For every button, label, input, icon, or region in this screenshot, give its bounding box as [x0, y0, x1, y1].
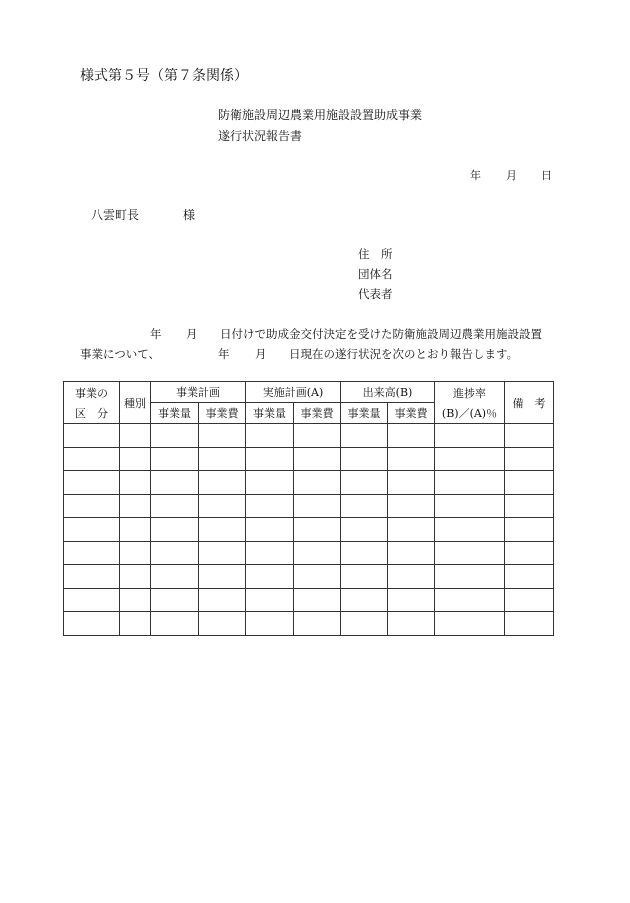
- table-row: [64, 541, 554, 565]
- form-number: 様式第５号（第７条関係）: [80, 68, 248, 84]
- document-subtitle: 遂行状況報告書: [218, 129, 303, 143]
- table-row: [64, 588, 554, 612]
- table-cell[interactable]: [388, 541, 435, 565]
- sender-representative-label: 代表者: [358, 287, 393, 301]
- table-cell[interactable]: [246, 471, 294, 495]
- table-cell[interactable]: [294, 565, 341, 589]
- body-line1-text: 日付けで助成金交付決定を受けた防衛施設周辺農業用施設設置: [220, 327, 542, 341]
- header-project-category-line1: 事業の: [75, 386, 108, 400]
- table-row: [64, 565, 554, 589]
- subheader-actual-cost: 事業費: [294, 403, 341, 424]
- header-project-category-line2: 区 分: [75, 406, 108, 420]
- table-cell[interactable]: [246, 541, 294, 565]
- table-cell[interactable]: [505, 541, 554, 565]
- table-cell[interactable]: [246, 588, 294, 612]
- subheader-plan-quantity: 事業量: [151, 403, 199, 424]
- table-cell[interactable]: [64, 518, 120, 542]
- table-cell[interactable]: [341, 424, 388, 448]
- table-cell[interactable]: [294, 494, 341, 518]
- table-cell[interactable]: [64, 447, 120, 471]
- table-cell[interactable]: [341, 565, 388, 589]
- table-cell[interactable]: [151, 471, 199, 495]
- table-cell[interactable]: [199, 565, 246, 589]
- header-remarks: 備 考: [505, 382, 554, 424]
- header-progress-rate-formula: (B)／(A)％: [441, 406, 498, 420]
- table-cell[interactable]: [151, 424, 199, 448]
- table-cell[interactable]: [341, 612, 388, 636]
- table-cell[interactable]: [151, 612, 199, 636]
- table-cell[interactable]: [151, 565, 199, 589]
- table-cell[interactable]: [505, 494, 554, 518]
- table-cell[interactable]: [388, 471, 435, 495]
- table-cell[interactable]: [505, 588, 554, 612]
- table-cell[interactable]: [151, 494, 199, 518]
- date-day-label: 日: [541, 169, 552, 182]
- table-cell[interactable]: [246, 494, 294, 518]
- table-cell[interactable]: [120, 588, 151, 612]
- header-project-category: [64, 382, 120, 424]
- sender-organization-label: 団体名: [358, 267, 393, 281]
- table-cell[interactable]: [505, 424, 554, 448]
- table-cell[interactable]: [246, 565, 294, 589]
- table-cell[interactable]: [151, 541, 199, 565]
- body-line2-text: 日現在の遂行状況を次のとおり報告します。: [289, 347, 519, 361]
- table-cell[interactable]: [151, 518, 199, 542]
- table-cell[interactable]: [199, 612, 246, 636]
- sender-address-label: 住 所: [358, 247, 393, 261]
- subheader-plan-cost: 事業費: [199, 403, 246, 424]
- table-cell[interactable]: [199, 424, 246, 448]
- table-cell[interactable]: [435, 588, 505, 612]
- table-cell[interactable]: [341, 588, 388, 612]
- table-cell[interactable]: [64, 541, 120, 565]
- table-cell[interactable]: [199, 588, 246, 612]
- body-month-1: 月: [186, 327, 198, 341]
- table-cell[interactable]: [246, 447, 294, 471]
- table-cell[interactable]: [505, 447, 554, 471]
- table-cell[interactable]: [435, 565, 505, 589]
- table-cell[interactable]: [435, 471, 505, 495]
- table-cell[interactable]: [246, 612, 294, 636]
- header-progress-rate: [435, 382, 505, 424]
- table-cell[interactable]: [388, 447, 435, 471]
- table-cell[interactable]: [64, 494, 120, 518]
- table-cell[interactable]: [341, 541, 388, 565]
- table-cell[interactable]: [435, 494, 505, 518]
- table-cell[interactable]: [120, 471, 151, 495]
- table-cell[interactable]: [435, 518, 505, 542]
- table-cell[interactable]: [294, 518, 341, 542]
- table-cell[interactable]: [388, 588, 435, 612]
- table-cell[interactable]: [199, 494, 246, 518]
- table-cell[interactable]: [435, 612, 505, 636]
- table-cell[interactable]: [388, 565, 435, 589]
- body-month-2: 月: [255, 347, 267, 361]
- table-cell[interactable]: [505, 518, 554, 542]
- table-cell[interactable]: [388, 494, 435, 518]
- subheader-output-quantity: 事業量: [341, 403, 388, 424]
- date-year-label: 年: [470, 169, 481, 182]
- table-cell[interactable]: [64, 612, 120, 636]
- table-cell[interactable]: [64, 424, 120, 448]
- table-cell[interactable]: [294, 471, 341, 495]
- table-cell[interactable]: [388, 612, 435, 636]
- header-project-plan: 事業計画: [151, 382, 246, 403]
- body-line2-start: 事業について、: [80, 347, 161, 361]
- table-cell[interactable]: [341, 471, 388, 495]
- body-year-2: 年: [218, 347, 230, 361]
- date-month-label: 月: [506, 169, 517, 182]
- table-cell[interactable]: [294, 612, 341, 636]
- table-row: [64, 447, 554, 471]
- table-cell[interactable]: [294, 424, 341, 448]
- table-cell[interactable]: [151, 588, 199, 612]
- table-cell[interactable]: [388, 424, 435, 448]
- table-cell[interactable]: [435, 424, 505, 448]
- header-output: 出来高(B): [341, 382, 435, 403]
- header-progress-rate-title: 進捗率: [453, 386, 487, 400]
- table-cell[interactable]: [120, 541, 151, 565]
- table-cell[interactable]: [341, 518, 388, 542]
- table-cell[interactable]: [120, 447, 151, 471]
- header-implementation-plan: 実施計画(A): [246, 382, 341, 403]
- table-cell[interactable]: [294, 541, 341, 565]
- table-cell[interactable]: [246, 424, 294, 448]
- table-row: [64, 518, 554, 542]
- addressee-honorific: 様: [183, 208, 196, 222]
- header-type: 種別: [120, 382, 151, 424]
- table-cell[interactable]: [120, 494, 151, 518]
- table-cell[interactable]: [246, 518, 294, 542]
- table-cell[interactable]: [294, 447, 341, 471]
- document-title: 防衛施設周辺農業用施設設置助成事業: [218, 108, 423, 122]
- progress-report-table: [63, 381, 554, 636]
- table-cell[interactable]: [64, 471, 120, 495]
- table-cell[interactable]: [64, 565, 120, 589]
- table-row: [64, 612, 554, 636]
- table-cell[interactable]: [435, 447, 505, 471]
- table-cell[interactable]: [341, 494, 388, 518]
- table-cell[interactable]: [151, 447, 199, 471]
- table-cell[interactable]: [120, 612, 151, 636]
- table-cell[interactable]: [120, 424, 151, 448]
- table-cell[interactable]: [199, 447, 246, 471]
- table-cell[interactable]: [341, 447, 388, 471]
- table-row: [64, 471, 554, 495]
- table-cell[interactable]: [435, 541, 505, 565]
- table-cell[interactable]: [64, 588, 120, 612]
- body-year-1: 年: [150, 327, 162, 341]
- table-cell[interactable]: [199, 541, 246, 565]
- table-cell[interactable]: [505, 612, 554, 636]
- table-cell[interactable]: [505, 471, 554, 495]
- table-cell[interactable]: [294, 588, 341, 612]
- table-row: [64, 494, 554, 518]
- table-cell[interactable]: [199, 471, 246, 495]
- table-cell[interactable]: [199, 518, 246, 542]
- subheader-output-cost: 事業費: [388, 403, 435, 424]
- table-row: [64, 424, 554, 448]
- subheader-actual-quantity: 事業量: [246, 403, 294, 424]
- addressee-name: 八雲町長: [91, 208, 140, 222]
- table-cell[interactable]: [505, 565, 554, 589]
- table-cell[interactable]: [120, 565, 151, 589]
- table-cell[interactable]: [388, 518, 435, 542]
- table-cell[interactable]: [120, 518, 151, 542]
